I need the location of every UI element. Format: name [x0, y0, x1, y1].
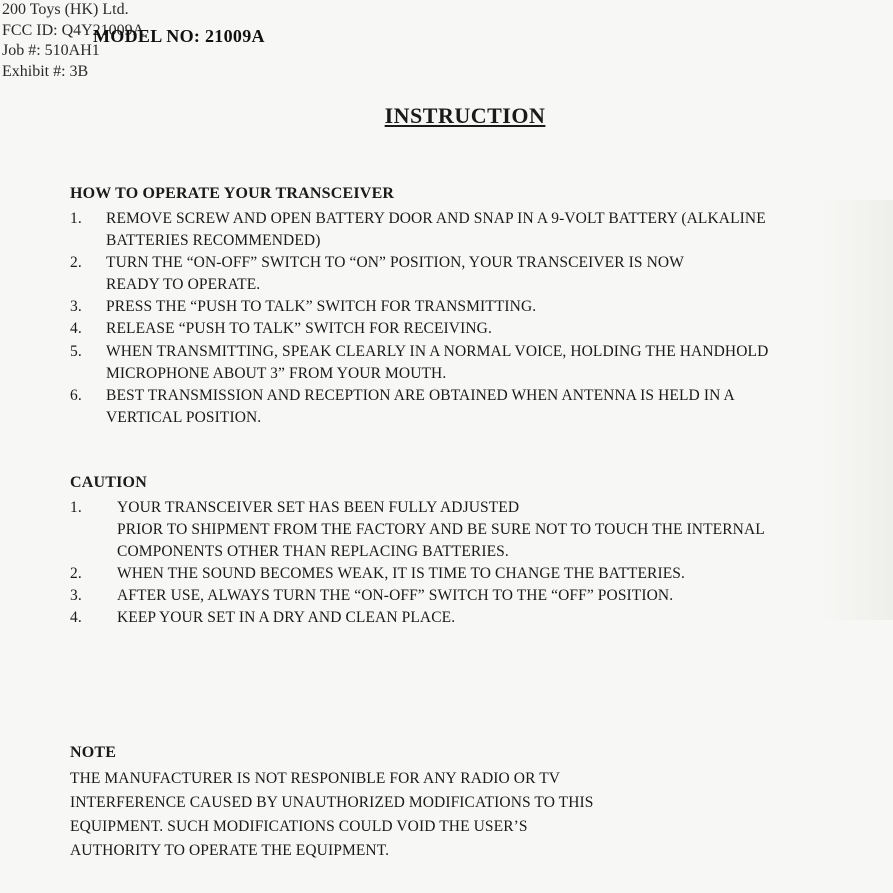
fcc-id-line: FCC ID: Q4Y21009A	[2, 21, 145, 39]
company-line: 200 Toys (HK) Ltd.	[2, 1, 129, 18]
list-item	[70, 318, 870, 340]
list-item	[70, 607, 860, 629]
item-text: PRESS THE “PUSH TO TALK” SWITCH FOR TRANSMITTING.	[106, 298, 537, 316]
item-number: 3.	[70, 587, 82, 605]
item-text: TURN THE “ON-OFF” SWITCH TO “ON” POSITION, YOUR TRANSCEIVER IS NOW READY TO OPERATE.	[106, 254, 684, 294]
item-number: 5.	[70, 342, 82, 360]
item-text: AFTER USE, ALWAYS TURN THE “ON-OFF” SWITCH TO THE “OFF” POSITION.	[117, 587, 674, 605]
note-line: EQUIPMENT. SUCH MODIFICATIONS COULD VOID THE USER’S	[70, 818, 528, 835]
operate-list	[70, 208, 870, 429]
item-text: WHEN THE SOUND BECOMES WEAK, IT IS TIME TO CHANGE THE BATTERIES.	[117, 565, 685, 583]
list-item	[70, 497, 860, 563]
note-line: THE MANUFACTURER IS NOT RESPONIBLE FOR ANY RADIO OR TV	[70, 770, 561, 787]
item-text: REMOVE SCREW AND OPEN BATTERY DOOR AND SNAP IN A 9-VOLT BATTERY (ALKALINE BATTERIES RECOMMENDED)	[106, 210, 766, 250]
operate-heading: HOW TO OPERATE YOUR TRANSCEIVER	[70, 185, 395, 202]
item-number: 2.	[70, 254, 82, 272]
note-line: AUTHORITY TO OPERATE THE EQUIPMENT.	[70, 842, 390, 859]
page-title: INSTRUCTION	[384, 103, 546, 128]
note-heading: NOTE	[70, 744, 117, 761]
item-text: RELEASE “PUSH TO TALK” SWITCH FOR RECEIVING.	[106, 320, 492, 338]
list-item	[70, 585, 825, 607]
item-text: YOUR TRANSCEIVER SET HAS BEEN FULLY ADJUSTED PRIOR TO SHIPMENT FROM THE FACTORY AND BE SURE NOT TO TOUCH THE INTERNAL COMPONENTS OTHER THAN REPLACING BATTERIES.	[117, 499, 765, 561]
exhibit-line: Exhibit #: 3B	[2, 62, 89, 80]
list-item	[70, 252, 730, 296]
item-number: 1.	[70, 499, 82, 516]
item-number: 4.	[70, 609, 82, 627]
caution-heading: CAUTION	[70, 474, 147, 491]
item-text: KEEP YOUR SET IN A DRY AND CLEAN PLACE.	[117, 609, 456, 627]
list-item	[70, 341, 805, 385]
item-number: 4.	[70, 320, 82, 338]
item-number: 1.	[70, 210, 82, 227]
item-number: 6.	[70, 386, 82, 404]
note-body	[70, 767, 870, 863]
list-item	[70, 385, 770, 429]
list-item	[70, 208, 840, 252]
model-number: MODEL NO: 21009A	[93, 26, 265, 46]
item-text: BEST TRANSMISSION AND RECEPTION ARE OBTAINED WHEN ANTENNA IS HELD IN A VERTICAL POSITION.	[106, 386, 734, 426]
note-line: INTERFERENCE CAUSED BY UNAUTHORIZED MODIFICATIONS TO THIS	[70, 794, 594, 811]
item-number: 2.	[70, 565, 82, 583]
item-number: 3.	[70, 298, 82, 316]
item-text: WHEN TRANSMITTING, SPEAK CLEARLY IN A NORMAL VOICE, HOLDING THE HANDHOLD MICROPHONE ABOUT 3” FROM YOUR MOUTH.	[106, 342, 769, 382]
caution-list	[70, 497, 860, 630]
list-item	[70, 296, 870, 318]
job-number-line: Job #: 510AH1	[2, 42, 100, 59]
list-item	[70, 563, 860, 585]
